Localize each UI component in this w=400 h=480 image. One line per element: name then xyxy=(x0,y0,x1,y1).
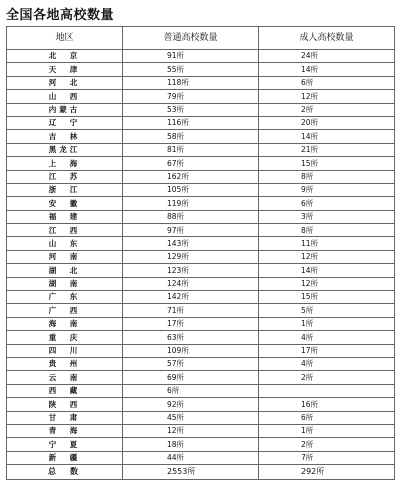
adult-college-count-cell: 2所 xyxy=(259,438,395,451)
adult-college-count-cell: 8所 xyxy=(259,170,395,183)
region-cell: 西 藏 xyxy=(7,384,123,397)
table-row xyxy=(7,130,395,143)
adult-college-count-cell: 6所 xyxy=(259,197,395,210)
region-cell: 广 西 xyxy=(7,304,123,317)
table-header-row xyxy=(7,27,395,50)
region-cell: 安 徽 xyxy=(7,197,123,210)
region-cell: 江 西 xyxy=(7,224,123,237)
region-cell: 吉 林 xyxy=(7,130,123,143)
adult-college-count-cell: 9所 xyxy=(259,183,395,196)
regular-college-count-cell: 18所 xyxy=(123,438,259,451)
region-cell: 青 海 xyxy=(7,424,123,437)
adult-college-count-cell: 12所 xyxy=(259,250,395,263)
regular-college-count-cell: 143所 xyxy=(123,237,259,250)
adult-college-count-cell: 5所 xyxy=(259,304,395,317)
adult-college-count-cell: 14所 xyxy=(259,264,395,277)
regular-college-count-cell: 17所 xyxy=(123,317,259,330)
table-row xyxy=(7,424,395,437)
regular-college-count-cell: 142所 xyxy=(123,291,259,304)
region-cell: 四 川 xyxy=(7,344,123,357)
table-row xyxy=(7,277,395,290)
table-row xyxy=(7,304,395,317)
adult-college-count-cell: 1所 xyxy=(259,424,395,437)
adult-college-count-cell: 15所 xyxy=(259,291,395,304)
table-row xyxy=(7,264,395,277)
region-cell: 河 南 xyxy=(7,250,123,263)
region-cell: 新 疆 xyxy=(7,451,123,464)
table-row xyxy=(7,116,395,129)
adult-college-count-cell: 14所 xyxy=(259,130,395,143)
table-body xyxy=(7,50,395,480)
regular-college-count-cell: 63所 xyxy=(123,331,259,344)
table-row xyxy=(7,90,395,103)
adult-college-count-cell: 292所 xyxy=(259,465,395,480)
region-cell: 重 庆 xyxy=(7,331,123,344)
column-header-region: 地区 xyxy=(7,27,123,50)
regular-college-count-cell: 162所 xyxy=(123,170,259,183)
table-row xyxy=(7,411,395,424)
regular-college-count-cell: 116所 xyxy=(123,116,259,129)
university-count-table xyxy=(6,26,395,480)
adult-college-count-cell: 16所 xyxy=(259,398,395,411)
table-row xyxy=(7,170,395,183)
regular-college-count-cell: 92所 xyxy=(123,398,259,411)
adult-college-count-cell: 8所 xyxy=(259,224,395,237)
table-row xyxy=(7,451,395,464)
page-title: 全国各地高校数量 xyxy=(6,8,115,23)
table-row xyxy=(7,197,395,210)
region-cell: 上 海 xyxy=(7,157,123,170)
region-cell: 贵 州 xyxy=(7,357,123,370)
adult-college-count-cell: 15所 xyxy=(259,157,395,170)
regular-college-count-cell: 97所 xyxy=(123,224,259,237)
table-row xyxy=(7,183,395,196)
regular-college-count-cell: 2553所 xyxy=(123,465,259,480)
regular-college-count-cell: 119所 xyxy=(123,197,259,210)
table-row xyxy=(7,438,395,451)
adult-college-count-cell: 4所 xyxy=(259,357,395,370)
adult-college-count-cell: 7所 xyxy=(259,451,395,464)
column-header-adult-colleges: 成人高校数量 xyxy=(259,27,395,50)
adult-college-count-cell: 14所 xyxy=(259,63,395,76)
region-cell: 山 东 xyxy=(7,237,123,250)
region-cell: 山 西 xyxy=(7,90,123,103)
table-total-row xyxy=(7,465,395,480)
table-row xyxy=(7,210,395,223)
university-count-table-wrapper xyxy=(6,26,394,477)
adult-college-count-cell: 20所 xyxy=(259,116,395,129)
regular-college-count-cell: 129所 xyxy=(123,250,259,263)
regular-college-count-cell: 81所 xyxy=(123,143,259,156)
table-row xyxy=(7,384,395,397)
table-row xyxy=(7,317,395,330)
regular-college-count-cell: 91所 xyxy=(123,50,259,63)
regular-college-count-cell: 6所 xyxy=(123,384,259,397)
adult-college-count-cell: 4所 xyxy=(259,331,395,344)
regular-college-count-cell: 58所 xyxy=(123,130,259,143)
adult-college-count-cell: 1所 xyxy=(259,317,395,330)
table-row xyxy=(7,224,395,237)
region-cell: 甘 肃 xyxy=(7,411,123,424)
table-row xyxy=(7,237,395,250)
regular-college-count-cell: 55所 xyxy=(123,63,259,76)
adult-college-count-cell: 3所 xyxy=(259,210,395,223)
regular-college-count-cell: 44所 xyxy=(123,451,259,464)
region-cell: 广 东 xyxy=(7,291,123,304)
adult-college-count-cell: 12所 xyxy=(259,90,395,103)
regular-college-count-cell: 118所 xyxy=(123,76,259,89)
regular-college-count-cell: 71所 xyxy=(123,304,259,317)
regular-college-count-cell: 67所 xyxy=(123,157,259,170)
table-row xyxy=(7,331,395,344)
adult-college-count-cell: 6所 xyxy=(259,411,395,424)
adult-college-count-cell: 2所 xyxy=(259,371,395,384)
region-cell: 辽 宁 xyxy=(7,116,123,129)
table-row xyxy=(7,63,395,76)
table-row xyxy=(7,371,395,384)
table-row xyxy=(7,157,395,170)
regular-college-count-cell: 57所 xyxy=(123,357,259,370)
table-row xyxy=(7,50,395,63)
regular-college-count-cell: 88所 xyxy=(123,210,259,223)
region-cell: 福 建 xyxy=(7,210,123,223)
region-cell: 北 京 xyxy=(7,50,123,63)
regular-college-count-cell: 79所 xyxy=(123,90,259,103)
adult-college-count-cell: 11所 xyxy=(259,237,395,250)
regular-college-count-cell: 45所 xyxy=(123,411,259,424)
adult-college-count-cell xyxy=(259,384,395,397)
region-cell: 江 苏 xyxy=(7,170,123,183)
regular-college-count-cell: 53所 xyxy=(123,103,259,116)
adult-college-count-cell: 17所 xyxy=(259,344,395,357)
adult-college-count-cell: 21所 xyxy=(259,143,395,156)
region-cell: 黑龙江 xyxy=(7,143,123,156)
table-row xyxy=(7,250,395,263)
adult-college-count-cell: 2所 xyxy=(259,103,395,116)
region-cell: 河 北 xyxy=(7,76,123,89)
table-row xyxy=(7,357,395,370)
regular-college-count-cell: 123所 xyxy=(123,264,259,277)
adult-college-count-cell: 24所 xyxy=(259,50,395,63)
region-cell: 内蒙古 xyxy=(7,103,123,116)
region-cell: 天 津 xyxy=(7,63,123,76)
adult-college-count-cell: 6所 xyxy=(259,76,395,89)
regular-college-count-cell: 124所 xyxy=(123,277,259,290)
table-row xyxy=(7,291,395,304)
regular-college-count-cell: 109所 xyxy=(123,344,259,357)
table-row xyxy=(7,103,395,116)
region-cell: 海 南 xyxy=(7,317,123,330)
regular-college-count-cell: 69所 xyxy=(123,371,259,384)
adult-college-count-cell: 12所 xyxy=(259,277,395,290)
region-cell: 云 南 xyxy=(7,371,123,384)
table-row xyxy=(7,76,395,89)
regular-college-count-cell: 12所 xyxy=(123,424,259,437)
column-header-regular-colleges: 普通高校数量 xyxy=(123,27,259,50)
table-row xyxy=(7,344,395,357)
region-cell: 陕 西 xyxy=(7,398,123,411)
table-row xyxy=(7,398,395,411)
regular-college-count-cell: 105所 xyxy=(123,183,259,196)
region-cell: 湖 北 xyxy=(7,264,123,277)
region-cell: 湖 南 xyxy=(7,277,123,290)
table-row xyxy=(7,143,395,156)
region-cell: 总 数 xyxy=(7,465,123,480)
region-cell: 浙 江 xyxy=(7,183,123,196)
region-cell: 宁 夏 xyxy=(7,438,123,451)
